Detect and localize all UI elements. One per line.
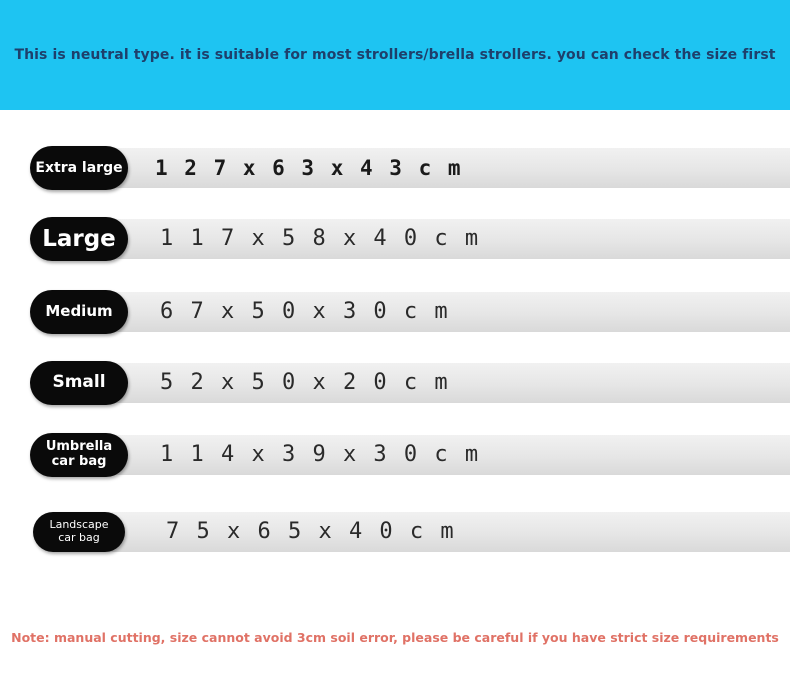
banner-text: This is neutral type. it is suitable for most strollers/brella strollers. you can check the size first: [14, 47, 776, 63]
size-label-line1: Landscape: [49, 518, 109, 532]
size-label-pill: [30, 361, 128, 405]
size-label-pill: [33, 512, 125, 552]
size-label: Medium: [45, 302, 113, 321]
size-label-pill: [30, 146, 128, 190]
size-label: Extra large: [35, 159, 123, 176]
note-text: Note: manual cutting, size cannot avoid 3cm soil error, please be careful if you have strict size requirements: [11, 630, 779, 645]
size-label-pill: [30, 290, 128, 334]
size-dimensions: 1 1 4 x 3 9 x 3 0 c m: [160, 442, 481, 467]
size-label: Small: [52, 372, 106, 393]
size-dimensions: 1 2 7 x 6 3 x 4 3 c m: [155, 156, 463, 180]
size-label-pill: [30, 217, 128, 261]
size-label-line2: car bag: [51, 454, 107, 469]
size-dimensions: 5 2 x 5 0 x 2 0 c m: [160, 370, 450, 395]
size-label-pill: [30, 433, 128, 477]
header-banner: [0, 0, 790, 110]
size-dimensions: 7 5 x 6 5 x 4 0 c m: [166, 519, 456, 544]
size-label: Large: [42, 225, 116, 252]
size-label-line1: Umbrella: [45, 439, 113, 455]
size-dimensions: 1 1 7 x 5 8 x 4 0 c m: [160, 226, 481, 251]
size-dimensions: 6 7 x 5 0 x 3 0 c m: [160, 299, 450, 324]
size-label-line2: car bag: [58, 531, 100, 544]
